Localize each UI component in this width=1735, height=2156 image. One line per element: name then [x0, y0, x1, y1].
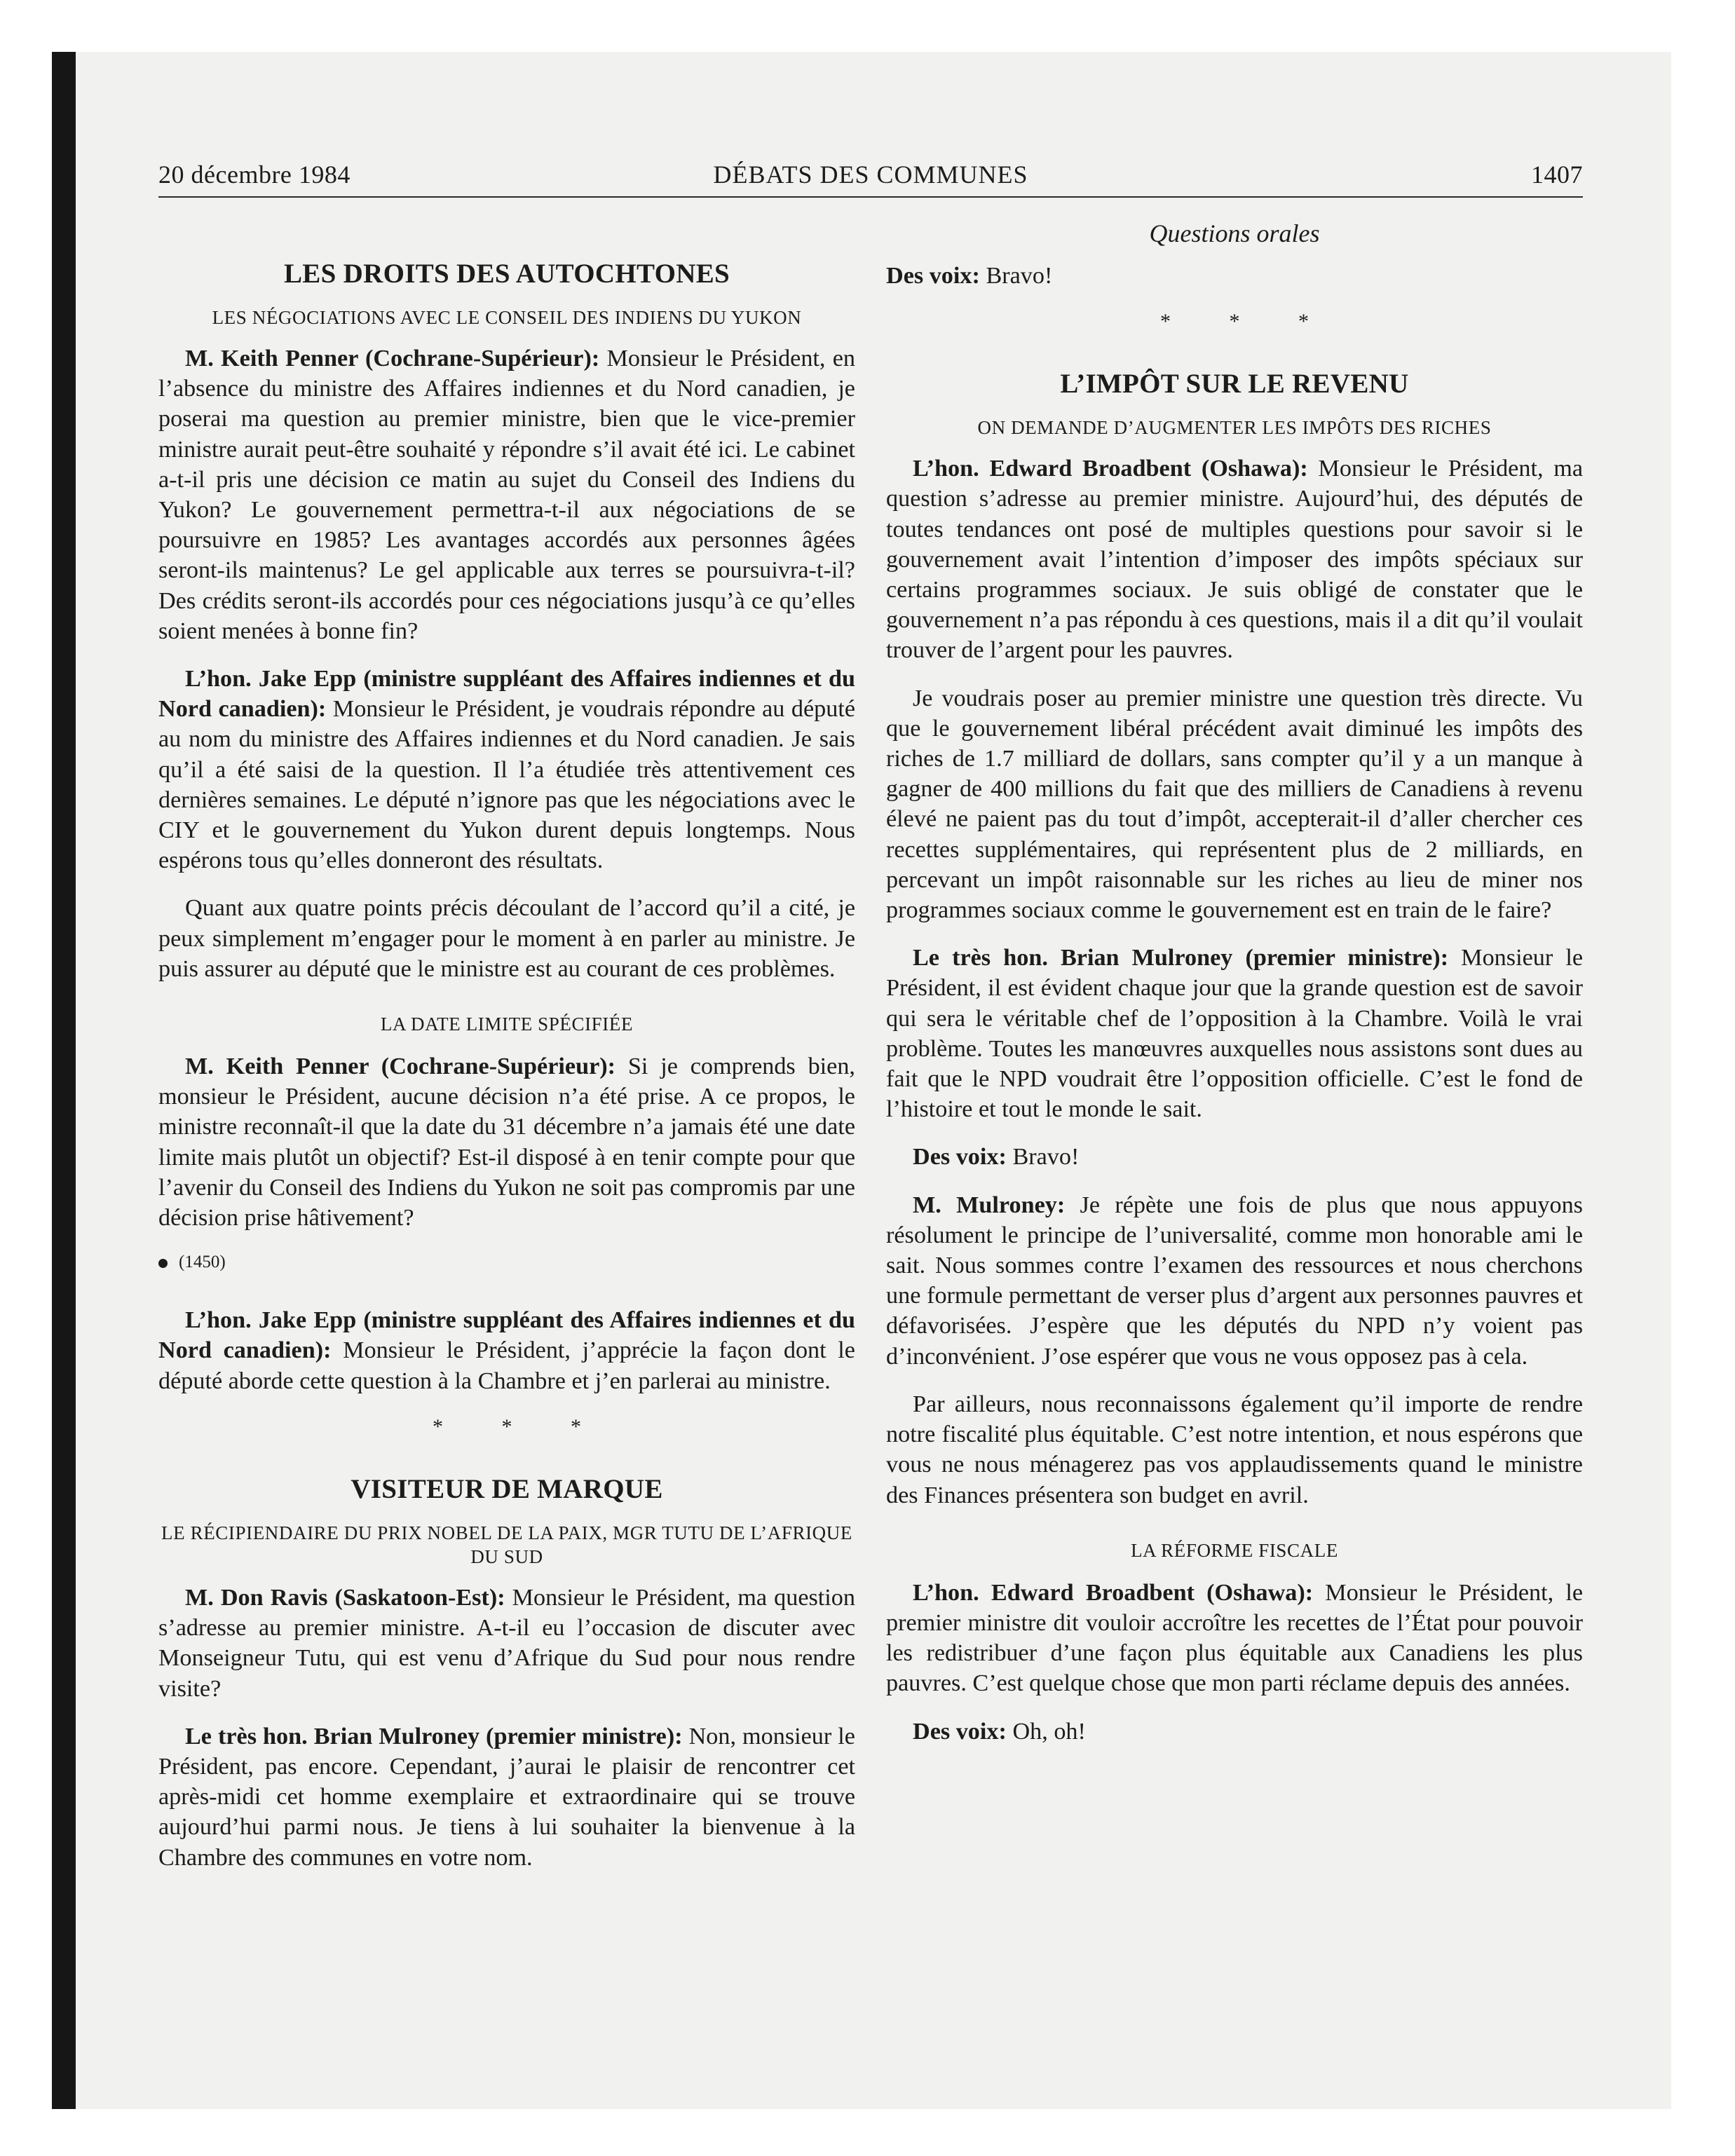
subheading: LA DATE LIMITE SPÉCIFIÉE [380, 1014, 634, 1035]
speaker-name: L’hon. Edward Broadbent (Oshawa): [913, 456, 1308, 482]
time-marker [158, 1250, 855, 1274]
speech-paragraph [886, 1717, 1583, 1747]
speech-paragraph [886, 943, 1583, 1124]
speech-paragraph [158, 1583, 855, 1704]
header-date: 20 décembre 1984 [158, 161, 351, 189]
speech-paragraph [158, 1051, 855, 1233]
speech-paragraph [886, 453, 1583, 665]
speech-text: Si je comprends bien, monsieur le Président, aucune décision n’a été prise. A ce propos, le ministre reconnaît-il que la date du 31 décembre n’a jamais été une date limite mais plutôt un objectif? Est-il disposé à en tenir compte pour que l’avenir du Conseil des Indiens du Yukon ne soit pas compromis par une décision prise hâtivement? [158, 1053, 855, 1231]
speech-text: Bravo! [979, 263, 1053, 289]
section-separator: * * * [433, 1414, 608, 1438]
speech-paragraph [158, 343, 855, 646]
speech-text: Quant aux quatre points précis découlant de l’accord qu’il a cité, je peux simplement m’engager pour le moment à en parler au ministre. Je puis assurer au député que le ministre est au courant de ces problèmes. [158, 895, 855, 982]
speech-text: Monsieur le Président, ma question s’adresse au premier ministre. Aujourd’hui, des députés de toutes tendances ont posé de multiples questions pour savoir si le gouvernement avait l’intention d’imposer des impôts spéciaux sur certains programmes sociaux. Je suis obligé de constater que le gouvernement n’a pas répondu à ces questions, mais il a dit qu’il voulait trouver de l’argent pour les pauvres. [886, 456, 1583, 664]
section-heading: VISITEUR DE MARQUE [351, 1473, 663, 1504]
speaker-name: Des voix: [913, 1718, 1007, 1745]
subheading: LE RÉCIPIENDAIRE DU PRIX NOBEL DE LA PAIX, MGR TUTU DE L’AFRIQUE DU SUD [161, 1522, 852, 1567]
speech-text: Monsieur le Président, le premier ministre dit vouloir accroître les recettes de l’État pour pouvoir les redistribuer d’une façon plus équitable aux Canadiens les plus pauvres. C’est quelque chose que mon parti réclame depuis des années. [886, 1579, 1583, 1697]
speech-text: Je voudrais poser au premier ministre une question très directe. Vu que le gouvernement libéral précédent avait diminué les impôts des riches de 1.7 milliard de dollars, sans compter qu’il y a un manque à gagner de 400 millions du fait que des milliers de Canadiens à revenu élevé ne paient pas du tout d’impôt, accepterait-il d’aller chercher ces recettes supplémentaires, qui représentent plus de 2 milliards, en percevant un impôt raisonnable sur les riches au lieu de miner nos programmes sociaux comme le gouvernement est en train de le faire? [886, 685, 1583, 924]
speech-paragraph [158, 1305, 855, 1396]
speech-paragraph [886, 1142, 1583, 1172]
speaker-name: Le très hon. Brian Mulroney (premier ministre): [913, 945, 1449, 971]
speaker-name: L’hon. Jake Epp (ministre suppléant des Affaires indiennes et du Nord canadien): [158, 666, 855, 723]
speech-text: Oh, oh! [1006, 1718, 1086, 1745]
speech-text: Je répète une fois de plus que nous appuyons résolument le principe de l’universalité, comme mon honorable ami le sait. Nous sommes contre l’examen des ressources et nous cherchons une formule permettant de verser plus d’argent aux personnes pauvres et défavorisées. J’espère que les députés du NPD n’y voient pas d’inconvénient. J’ose espérer que vous ne vous opposez pas à cela. [886, 1192, 1583, 1370]
speech-text: Par ailleurs, nous reconnaissons également qu’il importe de rendre notre fiscalité plus équitable. C’est notre intention, et nous espérons que vous ne nous ménagerez pas vos applaudissements quand le ministre des Finances présentera son budget en avril. [886, 1391, 1583, 1508]
header-title: DÉBATS DES COMMUNES [713, 161, 1028, 189]
speaker-name: M. Keith Penner (Cochrane-Supérieur): [185, 1053, 616, 1080]
speaker-name: Des voix: [886, 263, 980, 289]
speaker-name: M. Keith Penner (Cochrane-Supérieur): [185, 346, 600, 371]
section-heading: L’IMPÔT SUR LE REVENU [1060, 369, 1409, 400]
speech-text: Non, monsieur le Président, pas encore. Cependant, j’aurai le plaisir de rencontrer cet après-midi cet homme exemplaire et extraordinaire qui se trouve aujourd’hui parmi nous. Je tiens à lui souhaiter la bienvenue à la Chambre des communes en votre nom. [158, 1723, 855, 1871]
subheading: ON DEMANDE D’AUGMENTER LES IMPÔTS DES RICHES [977, 417, 1492, 439]
speech-paragraph [886, 1389, 1583, 1510]
section-heading: LES DROITS DES AUTOCHTONES [283, 259, 730, 289]
speech-text: Monsieur le Président, je voudrais répondre au député au nom du ministre des Affaires indiennes et du Nord canadien. Je sais qu’il a été saisi de la question. Il l’a étudiée très attentivement ces dernières semaines. Le député n’ignore pas que les négociations avec le CIY et le gouvernement du Yukon durent depuis longtemps. Nous espérons tous qu’elles donneront des résultats. [158, 696, 855, 874]
speech-paragraph [158, 893, 855, 984]
binding-edge [52, 52, 76, 2109]
running-header [158, 160, 1583, 196]
speech-paragraph [886, 261, 1583, 291]
speech-text: Monsieur le Président, j’apprécie la façon dont le député aborde cette question à la Chambre et j’en parlerai au ministre. [158, 1337, 855, 1394]
speech-text: Monsieur le Président, il est évident chaque jour que la grande question est de savoir qui sera le véritable chef de l’opposition à la Chambre. Voilà le vrai problème. Toutes les manœuvres auxquelles nous assistons sont dues au fait que le NPD voudrait être l’opposition officielle. C’est le fond de l’histoire et tout le monde le sait. [886, 945, 1583, 1123]
speaker-name: M. Mulroney: [913, 1192, 1066, 1218]
speaker-name: Des voix: [913, 1144, 1007, 1171]
bullet-icon [158, 1259, 168, 1268]
subheading: LES NÉGOCIATIONS AVEC LE CONSEIL DES INDIENS DU YUKON [212, 307, 802, 328]
speech-paragraph [886, 683, 1583, 926]
page-number: 1407 [1531, 161, 1583, 189]
speaker-name: L’hon. Jake Epp (ministre suppléant des Affaires indiennes et du Nord canadien): [158, 1307, 855, 1364]
speech-text: Monsieur le Président, en l’absence du ministre des Affaires indiennes et du Nord canadien, je poserai ma question au premier ministre, bien que le vice-premier ministre aurait peut-être souhaité y répondre s’il avait été ici. Le cabinet a-t-il pris une décision ce matin au sujet du Conseil des Indiens du Yukon? Le gouvernement permettra-t-il aux négociations de se poursuivre en 1985? Les avantages accordés aux personnes âgées seront-ils maintenus? Le gel applicable aux terres se poursuivra-t-il? Des crédits seront-ils accordés pour ces négociations jusqu’à ce qu’elles soient menées à bonne fin? [158, 346, 855, 644]
right-column [886, 261, 1583, 1764]
speech-paragraph [886, 1578, 1583, 1699]
speech-text: Bravo! [1006, 1144, 1080, 1171]
speaker-name: M. Don Ravis (Saskatoon-Est): [185, 1584, 505, 1611]
speaker-name: L’hon. Edward Broadbent (Oshawa): [913, 1579, 1314, 1606]
speech-paragraph [158, 1721, 855, 1873]
section-label: Questions orales [1149, 219, 1320, 247]
subheading: LA RÉFORME FISCALE [1131, 1539, 1338, 1561]
speech-text: Monsieur le Président, ma question s’adresse au premier ministre. A-t-il eu l’occasion de discuter avec Monseigneur Tutu, qui est venu d’Afrique du Sud pour nous rendre visite? [158, 1584, 855, 1702]
speaker-name: Le très hon. Brian Mulroney (premier ministre): [185, 1723, 683, 1749]
speech-paragraph [886, 1190, 1583, 1372]
header-rule [158, 196, 1583, 198]
time-marker-text: (1450) [179, 1253, 226, 1272]
left-column [158, 250, 855, 1890]
section-separator: * * * [1160, 310, 1335, 334]
speech-paragraph [158, 664, 855, 875]
